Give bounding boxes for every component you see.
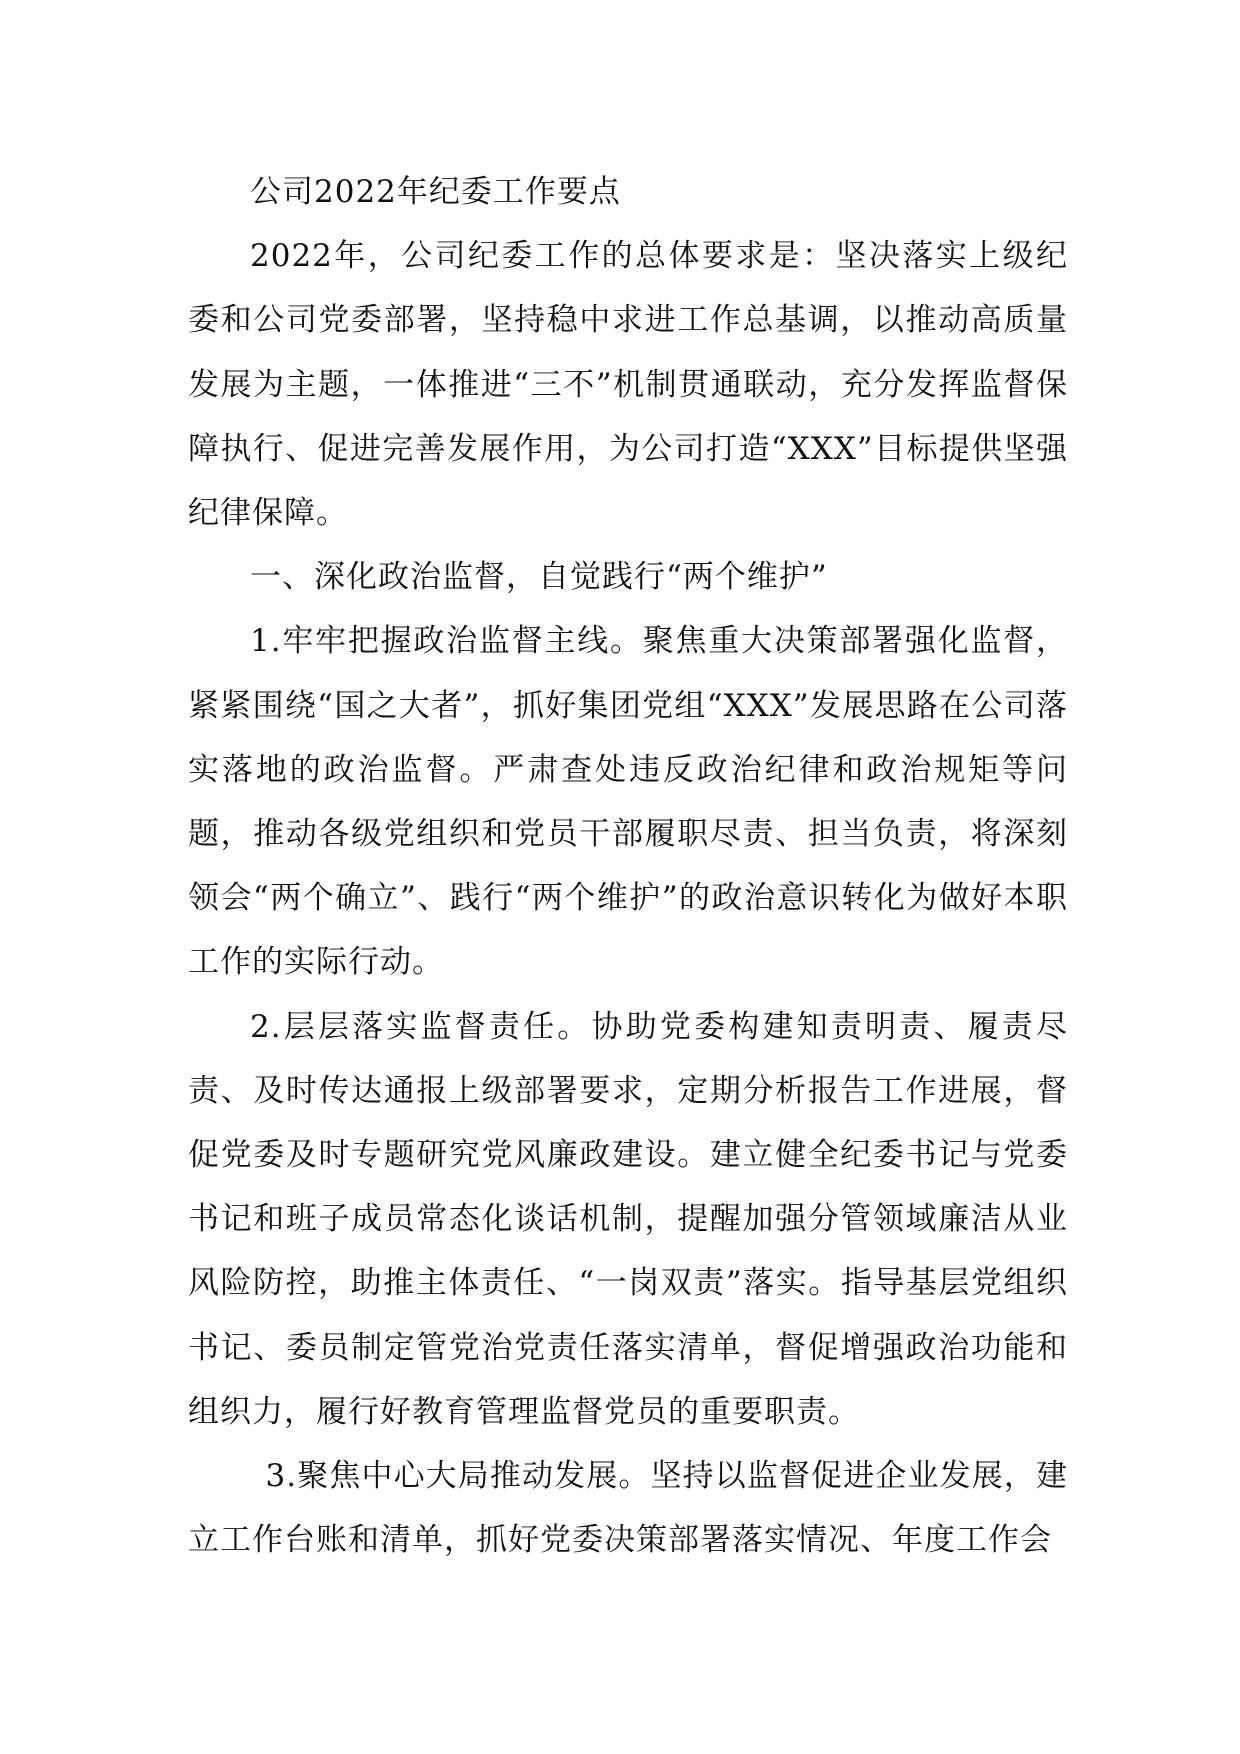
section-1-heading: 一、深化政治监督，自觉践行“两个维护” <box>250 559 828 596</box>
intro-paragraph: 2022年，公司纪委工作的总体要求是：坚决落实上级纪委和公司党委部署，坚持稳中求进工作总基调，以推动高质量发展为主题，一体推进“三不”机制贯通联动，充分发挥监督保障执行、促进完善发展作用，为公司打造“XXX”目标提供坚强纪律保障。 <box>188 238 1068 532</box>
document-body <box>188 160 1068 1572</box>
document-title: 公司2022年纪委工作要点 <box>250 174 621 210</box>
item-3-paragraph: 3.聚焦中心大局推动发展。坚持以监督促进企业发展，建立工作台账和清单，抓好党委决策部署落实情况、年度工作会 <box>188 1458 1068 1559</box>
item-2-paragraph: 2.层层落实监督责任。协助党委构建知责明责、履责尽责、及时传达通报上级部署要求，定期分析报告工作进展，督促党委及时专题研究党风廉政建设。建立健全纪委书记与党委书记和班子成员常态化谈话机制，提醒加强分管领域廉洁从业风险防控，助推主体责任、“一岗双责”落实。指导基层党组织书记、委员制定管党治党责任落实清单，督促增强政治功能和组织力，履行好教育管理监督党员的重要职责。 <box>188 1008 1068 1430</box>
item-1-paragraph: 1.牢牢把握政治监督主线。聚焦重大决策部署强化监督，紧紧围绕“国之大者”，抓好集团党组“XXX”发展思路在公司落实落地的政治监督。严肃查处违反政治纪律和政治规矩等问题，推动各级党组织和党员干部履职尽责、担当负责，将深刻领会“两个确立”、践行“两个维护”的政治意识转化为做好本职工作的实际行动。 <box>188 623 1068 981</box>
